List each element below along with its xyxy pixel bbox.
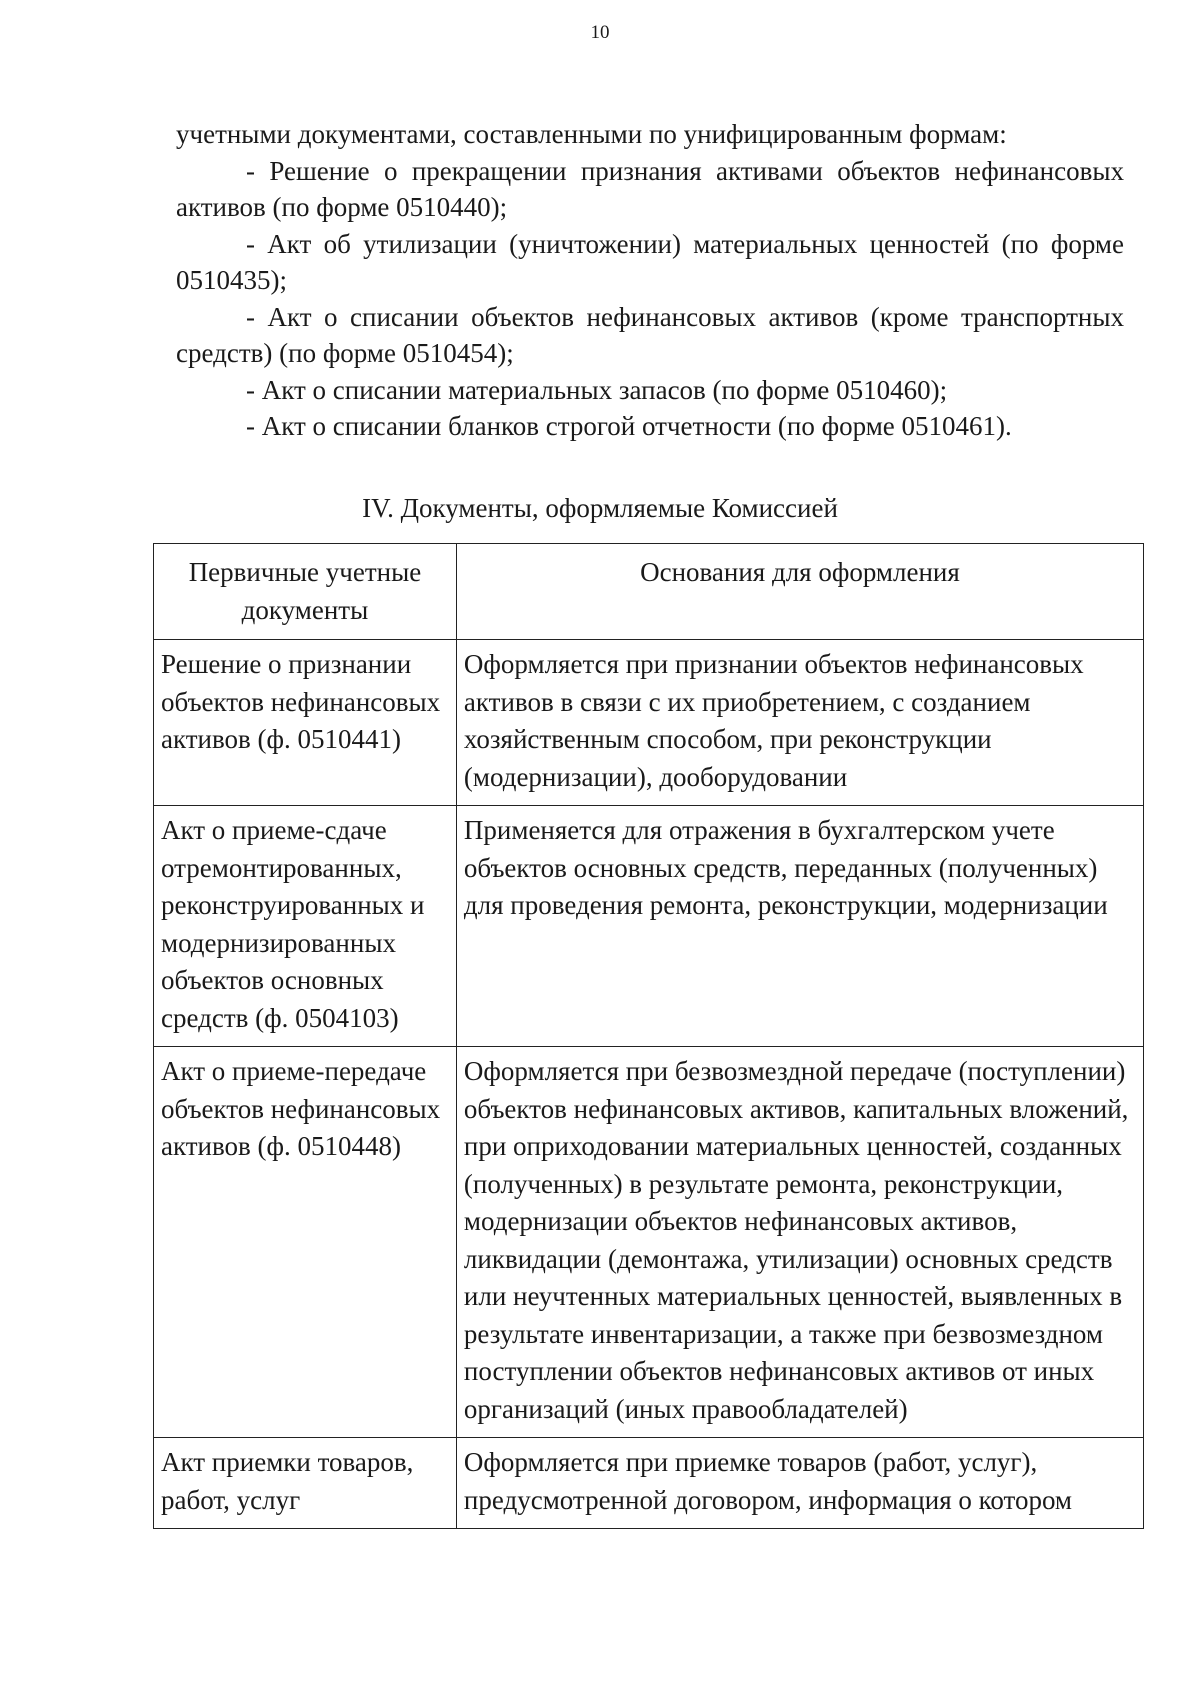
basis-cell: Оформляется при приемке товаров (работ, услуг), предусмотренной договором, информация о котором <box>456 1438 1143 1529</box>
document-cell: Акт приемки товаров, работ, услуг <box>154 1438 457 1529</box>
table-row <box>154 1047 1144 1438</box>
table-row <box>154 1438 1144 1529</box>
table-row <box>154 806 1144 1047</box>
table-row <box>154 640 1144 806</box>
section-title: IV. Документы, оформляемые Комиссией <box>362 493 838 523</box>
intro-text-block <box>176 116 1124 445</box>
basis-cell: Оформляется при признании объектов нефинансовых активов в связи с их приобретением, с созданием хозяйственным способом, при реконструкции (модернизации), дооборудовании <box>456 640 1143 806</box>
column-header-documents: Первичные учетные документы <box>154 544 457 640</box>
basis-cell: Применяется для отражения в бухгалтерском учете объектов основных средств, переданных (полученных) для проведения ремонта, реконструкции, модернизации <box>456 806 1143 1047</box>
intro-list-item: - Акт о списании материальных запасов (по форме 0510460); <box>246 374 948 405</box>
basis-cell: Оформляется при безвозмездной передаче (поступлении) объектов нефинансовых активов, капитальных вложений, при оприходовании материальных ценностей, созданных (полученных) в результате ремонта, реконструкции, модернизации объектов нефинансовых активов, ликвидации (демонтажа, утилизации) основных средств или неучтенных материальных ценностей, выявленных в результате инвентаризации, а также при безвозмездном поступлении объектов нефинансовых активов от иных организаций (иных правообладателей) <box>456 1047 1143 1438</box>
intro-list-item: - Решение о прекращении признания активами объектов нефинансовых активов (по форме 0510440); <box>176 155 1124 222</box>
intro-lead-paragraph: учетными документами, составленными по унифицированным формам: <box>176 119 1007 149</box>
table-header-row <box>154 544 1144 640</box>
column-header-basis: Основания для оформления <box>456 544 1143 640</box>
documents-table <box>153 543 1144 1529</box>
document-cell: Акт о приеме-передаче объектов нефинансовых активов (ф. 0510448) <box>154 1047 457 1438</box>
intro-list-item: - Акт о списании объектов нефинансовых активов (кроме транспортных средств) (по форме 0510454); <box>176 301 1124 368</box>
intro-list-item: - Акт об утилизации (уничтожении) материальных ценностей (по форме 0510435); <box>176 228 1124 295</box>
document-cell: Акт о приеме-сдаче отремонтированных, реконструированных и модернизированных объектов основных средств (ф. 0504103) <box>154 806 457 1047</box>
intro-list-item: - Акт о списании бланков строгой отчетности (по форме 0510461). <box>246 411 1012 441</box>
page-number: 10 <box>590 22 610 43</box>
document-cell: Решение о признании объектов нефинансовых активов (ф. 0510441) <box>154 640 457 806</box>
